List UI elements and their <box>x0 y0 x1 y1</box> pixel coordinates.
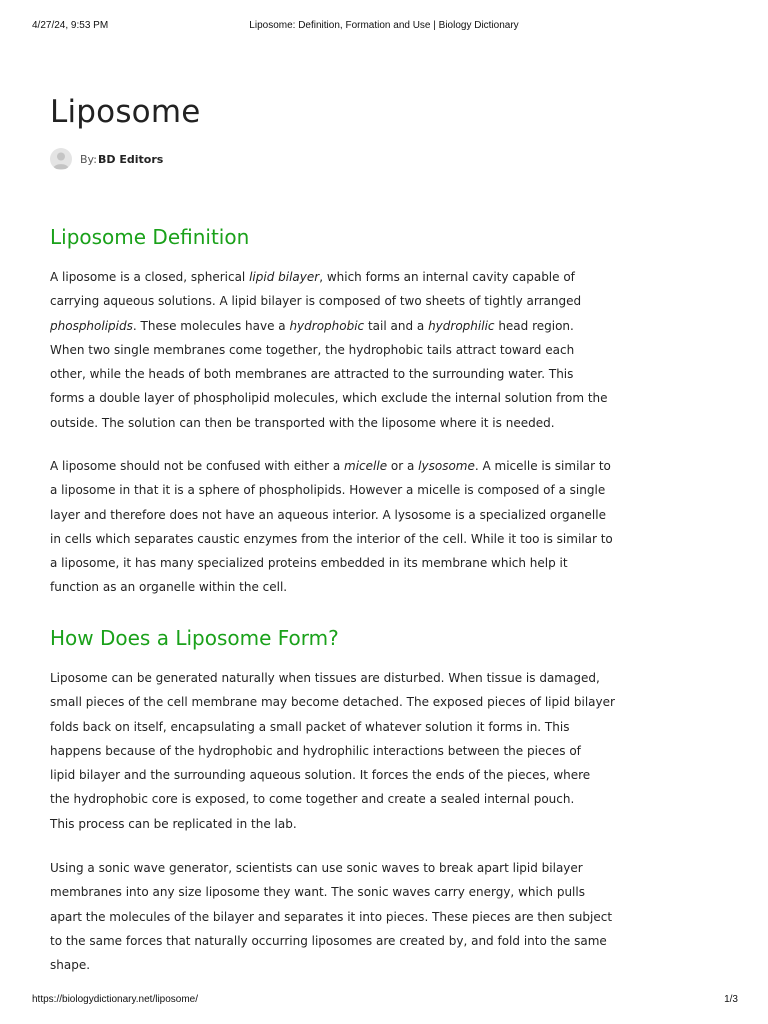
italic-term: hydrophobic <box>289 318 365 333</box>
text-line: apart the molecules of the bilayer and separates it into pieces. These pieces are then subject <box>50 909 613 924</box>
print-datetime: 4/27/24, 9:53 PM <box>32 20 109 31</box>
text-line: A liposome should not be confused with either a micelle or a lysosome. A micelle is similar to <box>50 459 611 473</box>
paragraph <box>50 666 615 836</box>
text-line: layer and therefore does not have an aqueous interior. A lysosome is a specialized organelle <box>50 507 606 522</box>
text-line: phospholipids. These molecules have a hydrophobic tail and a hydrophilic head region. <box>50 318 574 333</box>
text-line: This process can be replicated in the lab. <box>50 816 297 831</box>
paragraph <box>50 856 613 977</box>
text-line: other, while the heads of both membranes are attracted to the surrounding water. This <box>50 367 574 382</box>
byline <box>50 148 450 174</box>
italic-term: micelle <box>344 459 388 473</box>
italic-term: lipid bilayer <box>249 270 320 284</box>
text-line: Liposome can be generated naturally when tissues are disturbed. When tissue is damaged, <box>50 671 600 685</box>
section-heading-formation: How Does a Liposome Form? <box>50 626 339 650</box>
text-line: membranes into any size liposome they want. The sonic waves carry energy, which pulls <box>50 885 585 900</box>
print-header <box>0 0 768 40</box>
italic-term: lysosome <box>418 459 475 473</box>
text-line: carrying aqueous solutions. A lipid bilayer is composed of two sheets of tightly arranged <box>50 294 582 309</box>
text-line: small pieces of the cell membrane may become detached. The exposed pieces of lipid bilayer <box>50 695 615 710</box>
italic-term: hydrophilic <box>428 318 495 333</box>
byline-label: By: <box>80 153 97 166</box>
author-link[interactable]: BD Editors <box>98 153 164 166</box>
italic-term: phospholipids <box>50 318 133 333</box>
text-line: a liposome, it has many specialized proteins embedded in its membrane which help it <box>50 556 568 571</box>
text-line: the hydrophobic core is exposed, to come together and create a sealed internal pouch. <box>50 792 575 807</box>
text-line: a liposome in that it is a sphere of phospholipids. However a micelle is composed of a single <box>50 483 606 498</box>
print-footer <box>0 994 768 1014</box>
paragraph <box>50 454 613 600</box>
text-line: happens because of the hydrophobic and hydrophilic interactions between the pieces of <box>50 743 581 758</box>
text-line: A liposome is a closed, spherical lipid bilayer, which forms an internal cavity capable of <box>50 270 575 284</box>
text-line: shape. <box>50 958 91 973</box>
page-title: Liposome <box>50 94 201 130</box>
text-line: outside. The solution can then be transported with the liposome where it is needed. <box>50 415 555 430</box>
text-line: in cells which separates caustic enzymes from the interior of the cell. While it too is similar to <box>50 531 613 546</box>
user-avatar-icon <box>50 148 72 170</box>
paragraph <box>50 265 608 435</box>
text-line: When two single membranes come together, the hydrophobic tails attract toward each <box>50 342 575 357</box>
print-document-title: Liposome: Definition, Formation and Use | Biology Dictionary <box>249 20 519 31</box>
text-line: to the same forces that naturally occurring liposomes are created by, and fold into the same <box>50 933 607 948</box>
text-line: Using a sonic wave generator, scientists can use sonic waves to break apart lipid bilayer <box>50 861 583 875</box>
text-line: folds back on itself, encapsulating a small packet of whatever solution it forms in. This <box>50 719 570 734</box>
section-heading-definition: Liposome Definition <box>50 225 250 249</box>
text-line: function as an organelle within the cell. <box>50 580 288 595</box>
page-number: 1/3 <box>724 994 738 1005</box>
text-line: forms a double layer of phospholipid molecules, which exclude the internal solution from the <box>50 391 608 406</box>
print-url: https://biologydictionary.net/liposome/ <box>32 994 199 1005</box>
text-line: lipid bilayer and the surrounding aqueous solution. It forces the ends of the pieces, where <box>50 768 591 783</box>
